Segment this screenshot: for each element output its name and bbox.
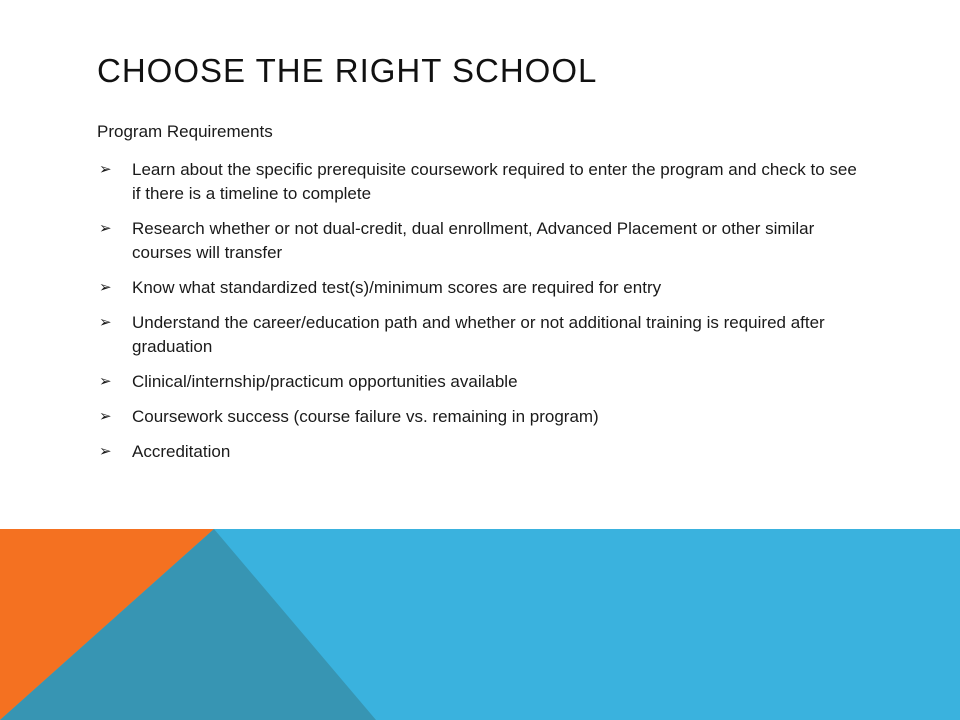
arrow-bullet-icon: ➢ — [99, 161, 112, 178]
bullet-item — [97, 217, 857, 265]
slide-subtitle: Program Requirements — [97, 122, 273, 141]
bullet-item — [97, 276, 857, 300]
bullet-text: Coursework success (course failure vs. remaining in program) — [132, 407, 599, 426]
bullet-item — [97, 370, 857, 394]
bullet-text: Understand the career/education path and whether or not additional training is required after graduation — [132, 313, 825, 356]
bullet-item — [97, 440, 857, 464]
arrow-bullet-icon: ➢ — [99, 408, 112, 425]
decorative-footer-band — [0, 529, 960, 720]
slide-title: CHOOSE THE RIGHT SCHOOL — [97, 52, 598, 89]
arrow-bullet-icon: ➢ — [99, 279, 112, 296]
arrow-bullet-icon: ➢ — [99, 220, 112, 237]
bullet-list — [97, 158, 857, 475]
arrow-bullet-icon: ➢ — [99, 373, 112, 390]
bullet-text: Research whether or not dual-credit, dual enrollment, Advanced Placement or other similar courses will transfer — [132, 219, 815, 262]
bullet-item — [97, 158, 857, 206]
bullet-item — [97, 311, 857, 359]
arrow-bullet-icon: ➢ — [99, 443, 112, 460]
bullet-text: Know what standardized test(s)/minimum scores are required for entry — [132, 278, 662, 297]
bullet-text: Learn about the specific prerequisite coursework required to enter the program and check to see if there is a timeline to complete — [132, 160, 857, 203]
arrow-bullet-icon: ➢ — [99, 314, 112, 331]
bullet-item — [97, 405, 857, 429]
bullet-text: Clinical/internship/practicum opportunities available — [132, 372, 518, 391]
bullet-text: Accreditation — [132, 442, 231, 461]
